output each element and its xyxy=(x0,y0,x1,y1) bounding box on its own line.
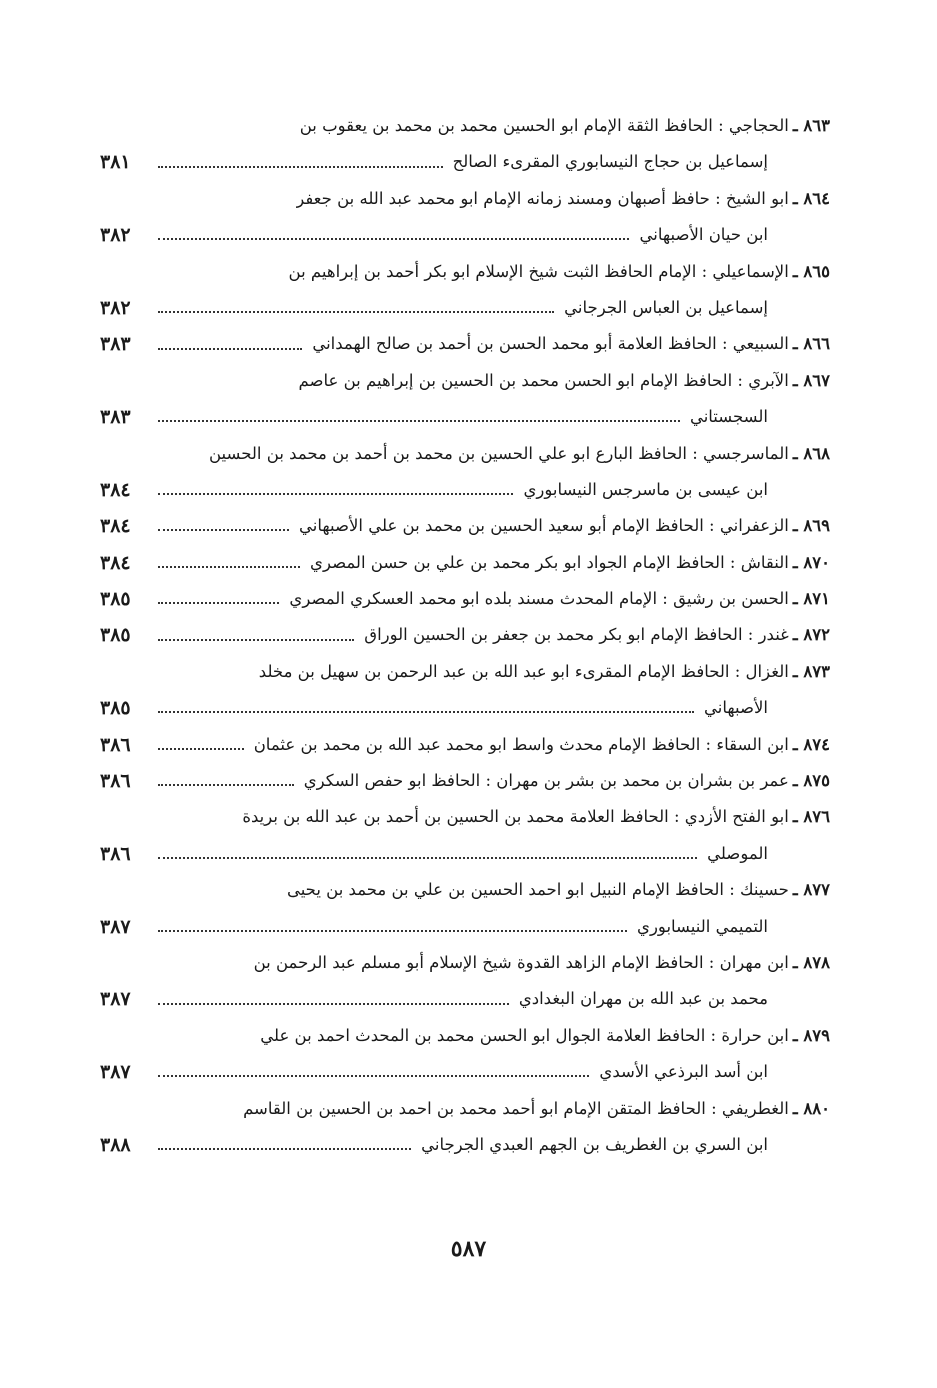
dot-leader xyxy=(158,238,629,240)
dot-leader xyxy=(158,1075,589,1077)
index-entry xyxy=(100,181,830,217)
entry-text: الحسن بن رشيق : الإمام المحدث مسند بلده ابو محمد العسكري المصري xyxy=(289,589,789,609)
entry-text: الحجاجي : الحافظ الثقة الإمام ابو الحسين محمد بن محمد بن يعقوب بن xyxy=(299,116,789,135)
dot-leader xyxy=(158,493,513,495)
entry-text: الأصبهاني xyxy=(704,698,768,718)
entry-number: ٨٧٩ ـ xyxy=(792,1025,830,1045)
entry-number: ٨٦٩ ـ xyxy=(792,516,830,536)
page-reference: ٣٨٦ xyxy=(100,770,131,793)
page-reference: ٣٨٦ xyxy=(100,842,131,865)
index-entry-continuation xyxy=(100,836,830,872)
index-entry xyxy=(100,581,830,617)
index-entry xyxy=(100,799,830,835)
entry-number: ٨٧٧ ـ xyxy=(792,880,830,900)
entry-text: الموصلي xyxy=(707,843,768,863)
entry-number: ٨٧٣ ـ xyxy=(792,661,830,681)
index-entry-continuation xyxy=(100,472,830,508)
entry-number: ٨٧٨ ـ xyxy=(792,952,830,972)
entry-text: ابن عيسى بن ماسرجس النيسابوري xyxy=(523,479,768,499)
entry-text: محمد بن عبد الله بن مهران البغدادي xyxy=(518,989,768,1009)
entry-text: إسماعيل بن العباس الجرجاني xyxy=(564,297,768,317)
entry-text: ابن حرارة : الحافظ العلامة الجوال ابو الحسن محمد بن المحدث احمد بن علي xyxy=(260,1025,789,1045)
dot-leader xyxy=(158,348,302,350)
page-reference: ٣٨٧ xyxy=(100,915,131,938)
index-entry xyxy=(100,108,830,144)
dot-leader xyxy=(158,784,294,786)
entry-text: الإسماعيلي : الإمام الحافظ الثبت شيخ الإسلام ابو بكر أحمد بن إبراهيم بن xyxy=(288,261,789,281)
entry-number: ٨٧٠ ـ xyxy=(792,552,830,572)
entry-number: ٨٧٦ ـ xyxy=(792,807,830,827)
page-reference: ٣٨٣ xyxy=(100,333,131,356)
entry-text: ابن أسد البرذعي الأسدي xyxy=(599,1062,768,1082)
page-reference: ٣٨٤ xyxy=(100,551,131,574)
index-entry xyxy=(100,363,830,399)
index-entry xyxy=(100,508,830,544)
entry-text: ابن السري بن الغطريف بن الجهم العبدي الجرجاني xyxy=(421,1134,768,1154)
dot-leader xyxy=(158,857,697,859)
page-reference: ٣٨٥ xyxy=(100,697,131,720)
index-entry xyxy=(100,617,830,653)
dot-leader xyxy=(158,711,694,713)
page-reference: ٣٨٤ xyxy=(100,515,131,538)
page-reference: ٣٨٣ xyxy=(100,406,131,429)
index-entry-continuation xyxy=(100,981,830,1017)
entry-text: التميمي النيسابوري xyxy=(637,916,768,936)
entry-number: ٨٧٢ ـ xyxy=(792,625,830,645)
index-entry xyxy=(100,545,830,581)
dot-leader xyxy=(158,602,279,604)
index-entry-continuation xyxy=(100,690,830,726)
index-entry-continuation xyxy=(100,290,830,326)
index-entry xyxy=(100,654,830,690)
dot-leader xyxy=(158,639,354,641)
index-entry xyxy=(100,436,830,472)
entry-text: حسينك : الحافظ الإمام النبيل ابو احمد الحسين بن علي بن محمد بن يحيى xyxy=(286,880,789,900)
entry-text: ابن حيان الأصبهاني xyxy=(639,225,768,245)
entry-text: ابو الشيخ : حافظ أصبهان ومسند زمانه الإمام ابو محمد عبد الله بن جعفر xyxy=(296,188,789,208)
entry-text: الآبري : الحافظ الإمام ابو الحسن محمد بن الحسين بن إبراهيم بن عاصم xyxy=(298,370,789,390)
entry-text: إسماعيل بن حجاج النيسابوري المقرىء الصالح xyxy=(452,152,768,172)
page-reference: ٣٨٢ xyxy=(100,296,131,319)
entry-number: ٨٦٣ ـ xyxy=(792,116,830,135)
entry-text: السبيعي : الحافظ العلامة أبو محمد الحسن بن أحمد بن صالح الهمداني xyxy=(312,334,789,354)
index-entry xyxy=(100,945,830,981)
dot-leader xyxy=(158,1148,411,1150)
entry-text: ابن السقاء : الحافظ الإمام محدث واسط ابو محمد عبد الله بن محمد بن عثمان xyxy=(253,734,789,754)
page-reference: ٣٨٥ xyxy=(100,624,131,647)
entry-text: السجستاني xyxy=(689,407,768,427)
entry-number: ٨٦٧ ـ xyxy=(792,370,830,390)
index-list xyxy=(100,108,830,1163)
index-entry-continuation xyxy=(100,1127,830,1163)
entry-text: غندر : الحافظ الإمام ابو بكر محمد بن جعفر بن الحسين الوراق xyxy=(364,625,789,645)
index-entry xyxy=(100,326,830,362)
index-entry xyxy=(100,727,830,763)
entry-text: ابن مهران : الحافظ الإمام الزاهد القدوة شيخ الإسلام أبو مسلم عبد الرحمن بن xyxy=(253,952,789,972)
entry-number: ٨٧٤ ـ xyxy=(792,734,830,754)
dot-leader xyxy=(158,930,627,932)
index-entry-continuation xyxy=(100,909,830,945)
index-entry-continuation xyxy=(100,1054,830,1090)
dot-leader xyxy=(158,311,554,313)
page-reference: ٣٨٤ xyxy=(100,478,131,501)
dot-leader xyxy=(158,566,300,568)
index-entry-continuation xyxy=(100,144,830,180)
entry-text: الماسرجسي : الحافظ البارع ابو علي الحسين بن محمد بن أحمد بن محمد بن الحسين xyxy=(209,443,789,463)
entry-number: ٨٧٥ ـ xyxy=(792,771,830,791)
dot-leader xyxy=(158,420,680,422)
dot-leader xyxy=(158,529,289,531)
entry-text: النقاش : الحافظ الإمام الجواد ابو بكر محمد بن علي بن حسن المصري xyxy=(310,552,789,572)
dot-leader xyxy=(158,1003,509,1005)
entry-text: ابو الفتح الأزدي : الحافظ العلامة محمد بن الحسين بن أحمد بن عبد الله بن بريدة xyxy=(242,807,789,827)
dot-leader xyxy=(158,748,244,750)
page-number: ٥٨٧ xyxy=(450,1236,487,1262)
entry-text: الزعفراني : الحافظ الإمام أبو سعيد الحسين بن محمد بن علي الأصبهاني xyxy=(299,516,789,536)
dot-leader xyxy=(158,166,443,168)
entry-number: ٨٦٥ ـ xyxy=(792,261,830,281)
entry-text: الغطريفي : الحافظ المتقن الإمام ابو أحمد محمد بن احمد بن الحسين بن القاسم xyxy=(243,1098,789,1118)
entry-number: ٨٨٠ ـ xyxy=(792,1098,830,1118)
index-entry xyxy=(100,1018,830,1054)
entry-number: ٨٧١ ـ xyxy=(792,589,830,609)
page-reference: ٣٨٥ xyxy=(100,588,131,611)
entry-number: ٨٦٦ ـ xyxy=(792,334,830,354)
index-entry-continuation xyxy=(100,399,830,435)
page-reference: ٣٨١ xyxy=(100,151,131,174)
page-reference: ٣٨٦ xyxy=(100,733,131,756)
index-entry-continuation xyxy=(100,217,830,253)
page-reference: ٣٨٧ xyxy=(100,988,131,1011)
entry-number: ٨٦٨ ـ xyxy=(792,443,830,463)
page-reference: ٣٨٧ xyxy=(100,1061,131,1084)
page-reference: ٣٨٨ xyxy=(100,1133,131,1156)
page-reference: ٣٨٢ xyxy=(100,224,131,247)
entry-text: الغزال : الحافظ الإمام المقرىء ابو عبد الله بن عبد الرحمن بن سهيل بن مخلد xyxy=(258,661,789,681)
index-entry xyxy=(100,763,830,799)
index-entry xyxy=(100,872,830,908)
index-entry xyxy=(100,1091,830,1127)
entry-text: عمر بن بشران بن محمد بن بشر بن مهران : الحافظ ابو حفص السكري xyxy=(303,771,789,791)
index-entry xyxy=(100,254,830,290)
entry-number: ٨٦٤ ـ xyxy=(792,188,830,208)
